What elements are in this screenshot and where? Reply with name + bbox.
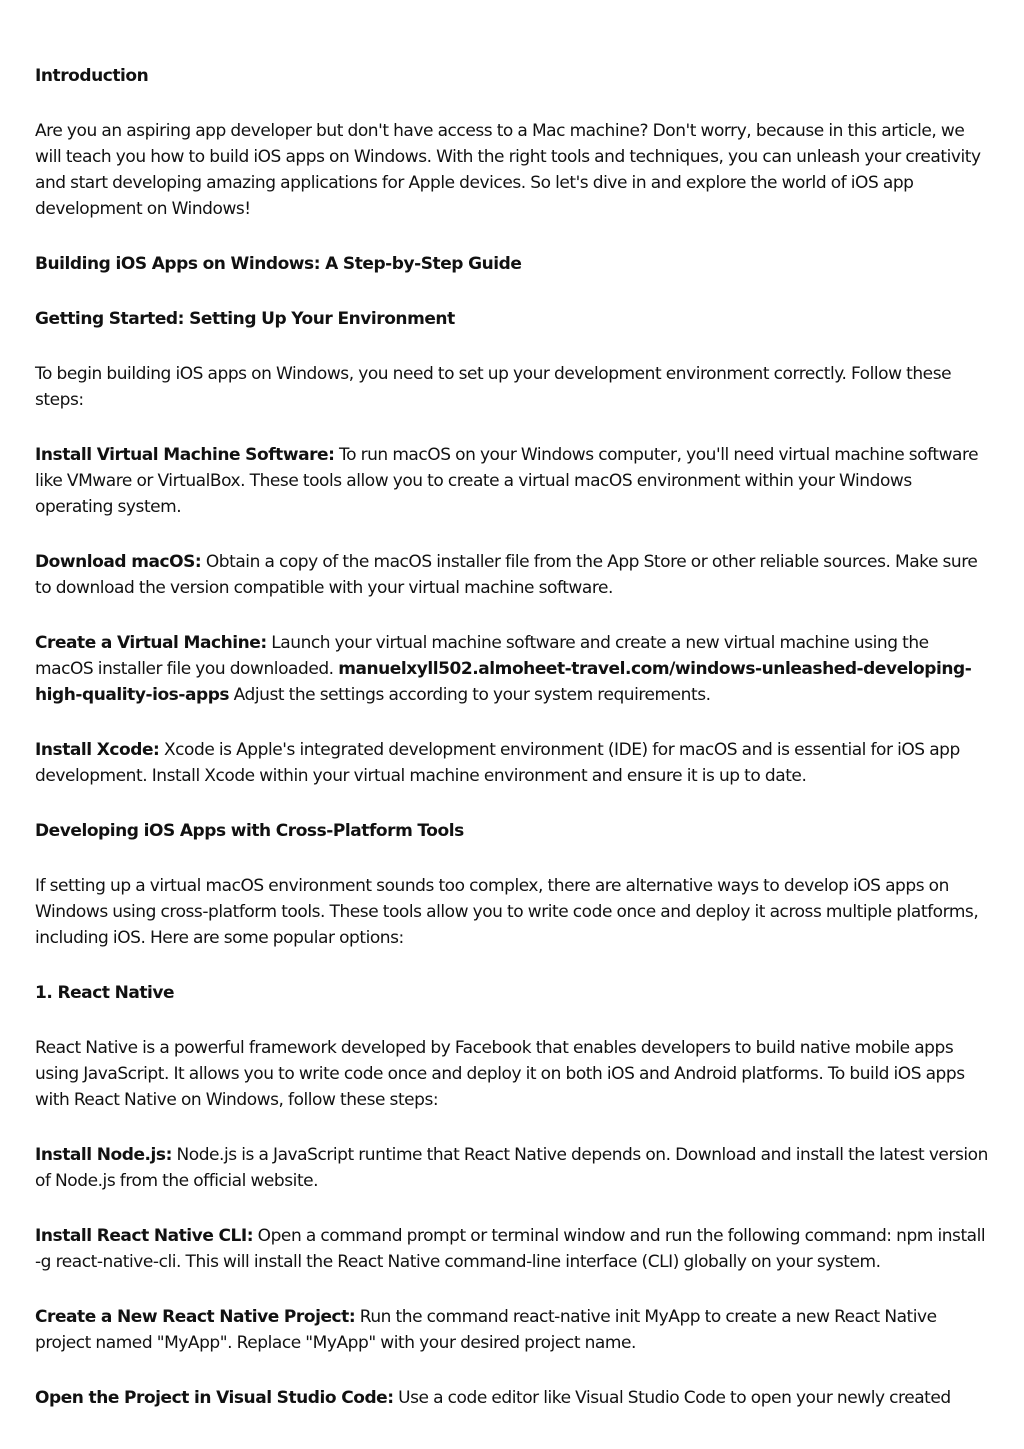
step-text: Obtain a copy of the macOS installer file from the App Store or other reliable sources. Make sure to download the version compatible with your virtual machine software. (35, 552, 978, 598)
intro-heading: Introduction (35, 66, 149, 86)
setup-paragraph: To begin building iOS apps on Windows, you need to set up your development environment correctly. Follow these steps: (35, 364, 952, 410)
step-text: Use a code editor like Visual Studio Code to open your newly created (393, 1388, 951, 1408)
step-label: Create a Virtual Machine: (35, 633, 267, 653)
react-native-heading: 1. React Native (35, 983, 175, 1003)
step-text: Open a command prompt or terminal window and run the following command: npm install -g react-native-cli. This will install the React Native command-line interface (CLI) globally on your system. (35, 1226, 986, 1272)
step-label: Install React Native CLI: (35, 1226, 254, 1246)
step-download-macos (35, 549, 991, 601)
step-install-vm-software (35, 442, 991, 520)
step-install-xcode (35, 737, 991, 789)
step-open-vscode (35, 1385, 991, 1411)
step-label: Open the Project in Visual Studio Code: (35, 1388, 394, 1408)
step-text: Launch your virtual machine software and create a new virtual machine using the macOS installer file you downloaded. (35, 633, 929, 679)
step-label: Download macOS: (35, 552, 202, 572)
step-install-node (35, 1142, 991, 1194)
cross-platform-paragraph: If setting up a virtual macOS environment sounds too complex, there are alternative ways to develop iOS apps on Windows using cross-platform tools. These tools allow you to write code once and deploy it across multiple platforms, including iOS. Here are some popular options: (35, 876, 979, 948)
step-text: To run macOS on your Windows computer, you'll need virtual machine software like VMware or VirtualBox. These tools allow you to create a virtual macOS environment within your Windows operating system. (35, 445, 979, 517)
step-new-project (35, 1304, 991, 1356)
guide-heading: Building iOS Apps on Windows: A Step-by-Step Guide (35, 254, 522, 274)
setup-heading: Getting Started: Setting Up Your Environment (35, 309, 455, 329)
article-link[interactable]: manuelxyll502.almoheet-travel.com/windows-unleashed-developing-high-quality-ios-apps (35, 659, 972, 705)
step-create-vm (35, 630, 991, 708)
step-text: Run the command react-native init MyApp to create a new React Native project named "MyApp". Replace "MyApp" with your desired project name. (35, 1307, 937, 1353)
cross-platform-heading: Developing iOS Apps with Cross-Platform Tools (35, 821, 464, 841)
step-label: Create a New React Native Project: (35, 1307, 356, 1327)
step-label: Install Node.js: (35, 1145, 172, 1165)
step-label: Install Xcode: (35, 740, 160, 760)
intro-paragraph: Are you an aspiring app developer but don't have access to a Mac machine? Don't worry, because in this article, we will teach you how to build iOS apps on Windows. With the right tools and techniques, you can unleash your creativity and start developing amazing applications for Apple devices. So let's dive in and explore the world of iOS app development on Windows! (35, 121, 981, 219)
step-install-cli (35, 1223, 991, 1275)
step-text: Node.js is a JavaScript runtime that React Native depends on. Download and install the latest version of Node.js from the official website. (35, 1145, 988, 1191)
react-native-paragraph: React Native is a powerful framework developed by Facebook that enables developers to build native mobile apps using JavaScript. It allows you to write code once and deploy it on both iOS and Android platforms. To build iOS apps with React Native on Windows, follow these steps: (35, 1038, 965, 1110)
article-body (35, 63, 991, 1440)
step-label: Install Virtual Machine Software: (35, 445, 335, 465)
step-text-after: Adjust the settings according to your system requirements. (229, 685, 711, 705)
step-text: Xcode is Apple's integrated development environment (IDE) for macOS and is essential for iOS app development. Install Xcode within your virtual machine environment and ensure it is up to date. (35, 740, 960, 786)
